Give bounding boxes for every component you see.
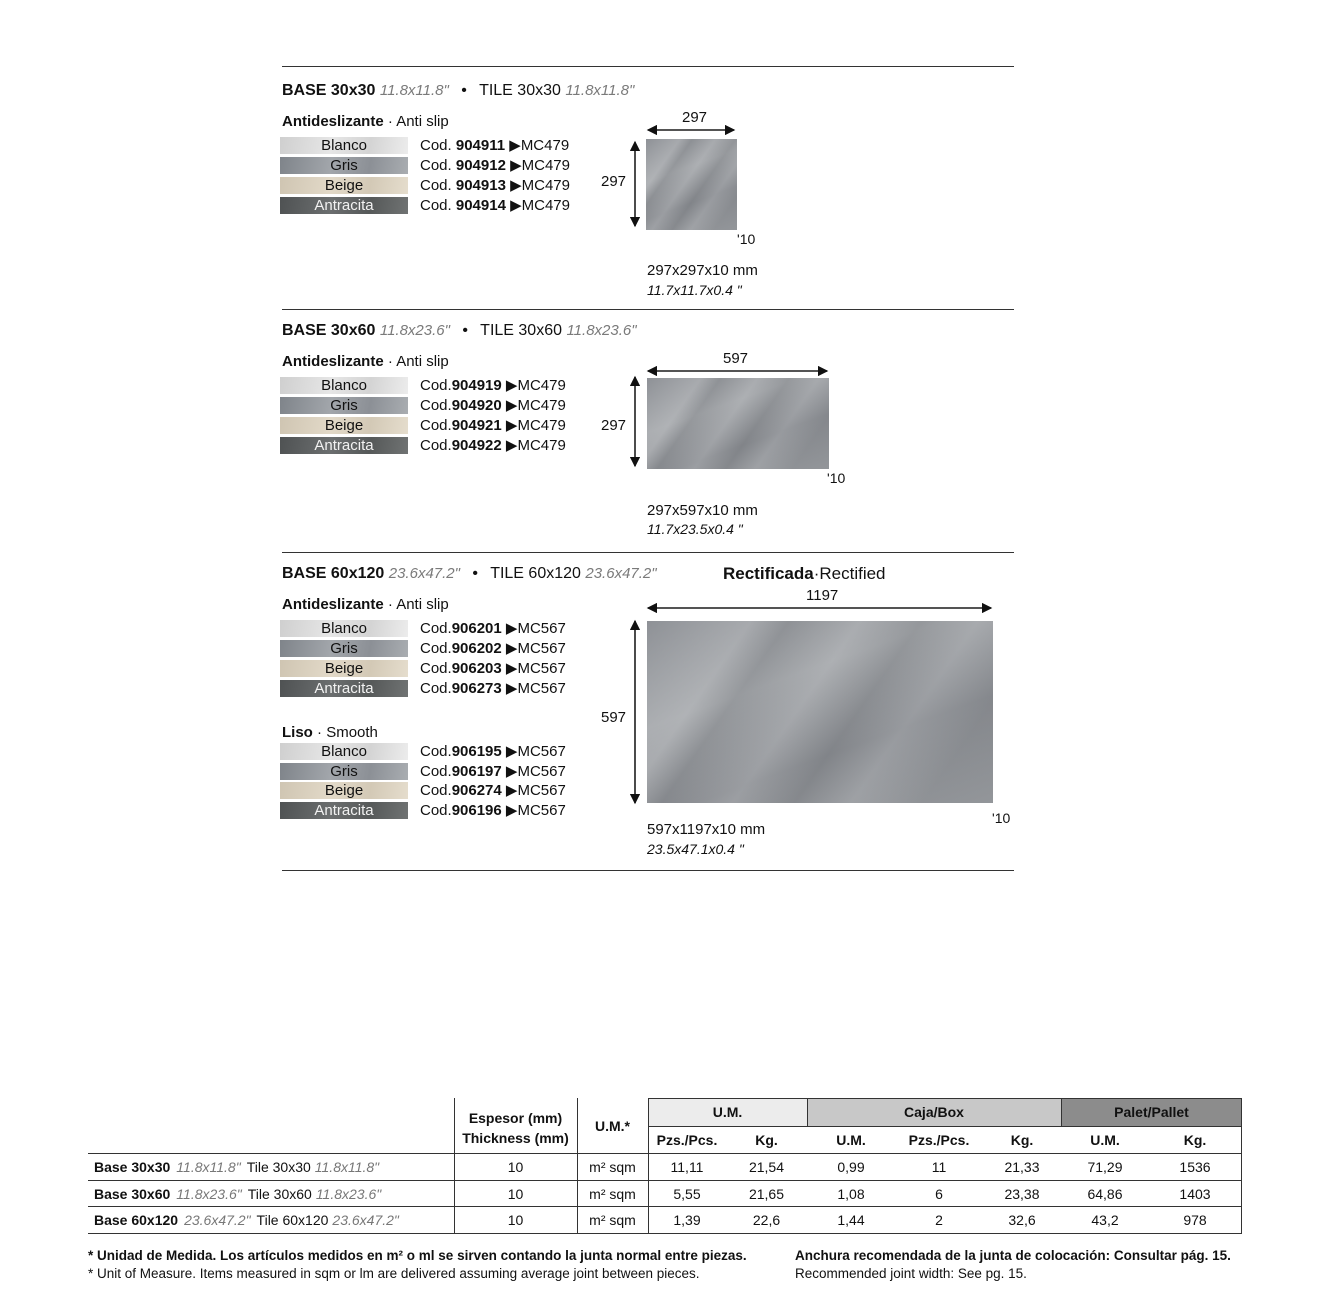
- dim-mm: 297x597x10 mm: [647, 502, 758, 519]
- base-inch: 23.6x47.2": [388, 565, 460, 582]
- cell-pzs: 1,39: [673, 1212, 701, 1228]
- cod-label: Cod.: [420, 437, 452, 454]
- table-row: [88, 1159, 1242, 1179]
- row-label: [94, 1186, 454, 1202]
- joint-note-es: [795, 1248, 1231, 1263]
- cod-label: Cod.: [420, 417, 452, 434]
- triangle-right-icon: ▶: [510, 157, 522, 174]
- footnote-en: * Unit of Measure. Items measured in sqm or lm are delivered assuming average joint between pieces.: [88, 1266, 700, 1281]
- triangle-right-icon: ▶: [505, 660, 518, 677]
- separator: ·: [387, 596, 393, 613]
- code-number: 904921: [451, 417, 502, 434]
- dim-inch: 11.7x23.5x0.4 ": [647, 521, 743, 537]
- mc-code: MC567: [517, 680, 566, 697]
- swatch-gris: Gris: [280, 640, 408, 657]
- mc-code: MC479: [521, 177, 570, 194]
- section-divider: [282, 552, 1014, 553]
- code-number: 904913: [455, 177, 506, 194]
- triangle-right-icon: ▶: [510, 177, 522, 194]
- cod-label: Cod.: [420, 763, 452, 780]
- espesor-header: [454, 1108, 577, 1148]
- caja-pzs-header: Pzs./Pcs.: [908, 1132, 970, 1148]
- mc-code: MC479: [521, 197, 570, 214]
- thickness-value: 10: [994, 810, 1011, 826]
- table-line: [88, 1180, 1242, 1181]
- code-number: 906273: [451, 680, 502, 697]
- cod-label: Cod.: [420, 397, 452, 414]
- caja-um-header: U.M.: [836, 1132, 866, 1148]
- separator: ·: [387, 113, 393, 130]
- dim-inch: 11.7x11.7x0.4 ": [647, 282, 742, 298]
- cell-kg: 22,6: [752, 1212, 781, 1228]
- separator-dot: •: [462, 322, 469, 339]
- table-line: [648, 1098, 1242, 1099]
- swatch-gris: Gris: [280, 157, 408, 174]
- base-inch: 11.8x23.6": [379, 322, 450, 339]
- row-base-inch: 11.8x11.8": [176, 1159, 241, 1175]
- mc-code: MC567: [517, 743, 566, 760]
- cell-palet-um: 43,2: [1091, 1212, 1119, 1228]
- mc-code: MC479: [517, 377, 566, 394]
- code-number: 904912: [455, 157, 506, 174]
- thickness-value: 10: [739, 231, 756, 247]
- dim-mm: 597x1197x10 mm: [647, 821, 766, 838]
- caja-header: Caja/Box: [904, 1104, 964, 1120]
- cell-caja-kg: 23,38: [1004, 1186, 1040, 1202]
- cod-label: Cod.: [420, 620, 452, 637]
- mc-code: MC567: [517, 660, 566, 677]
- cell-palet-um: 71,29: [1087, 1159, 1123, 1175]
- cod-label: Cod.: [420, 660, 452, 677]
- code-number: 906202: [451, 640, 502, 657]
- mc-code: MC567: [517, 620, 566, 637]
- separator-dot: •: [461, 82, 467, 99]
- section-divider: [282, 870, 1014, 871]
- separator-dot: •: [472, 565, 479, 582]
- code-number: 906274: [451, 782, 502, 799]
- triangle-right-icon: ▶: [505, 397, 518, 414]
- triangle-right-icon: ▶: [505, 640, 518, 657]
- table-line: [88, 1233, 1242, 1234]
- triangle-right-icon: ▶: [505, 782, 518, 799]
- triangle-right-icon: ▶: [505, 620, 518, 637]
- cell-caja-pzs: 11: [931, 1159, 947, 1175]
- cod-label: Cod.: [420, 157, 452, 174]
- triangle-right-icon: ▶: [505, 763, 518, 780]
- swatch-gris: Gris: [280, 763, 408, 780]
- pzs-header: Pzs./Pcs.: [656, 1132, 718, 1148]
- separator: ·: [317, 724, 323, 741]
- cod-label: Cod.: [420, 680, 452, 697]
- code-number: 906201: [451, 620, 502, 637]
- table-row: [88, 1186, 1242, 1206]
- spec-table: [88, 1098, 1242, 1234]
- table-line: [88, 1153, 1242, 1154]
- cod-label: Cod.: [420, 197, 452, 214]
- cell-esp: 10: [507, 1159, 524, 1175]
- tile-inch: 23.6x47.2": [585, 565, 657, 582]
- footnote-es-text: * Unidad de Medida. Los artículos medidos en m² o ml se sirven contando la junta normal entre piezas.: [88, 1248, 747, 1263]
- mc-code: MC479: [517, 397, 566, 414]
- palet-header: Palet/Pallet: [1114, 1104, 1189, 1120]
- cell-palet-kg: 978: [1183, 1212, 1207, 1228]
- base-size: BASE 60x120: [282, 565, 385, 582]
- cell-pzs: 5,55: [673, 1186, 701, 1202]
- row-base: Base 30x60: [94, 1186, 171, 1202]
- swatch-blanco: Blanco: [280, 743, 408, 760]
- dim-height: 297: [601, 417, 627, 434]
- cell-palet-kg: 1403: [1179, 1186, 1211, 1202]
- cod-label: Cod.: [420, 782, 452, 799]
- cell-palet-um: 64,86: [1087, 1186, 1123, 1202]
- swatch-beige: Beige: [280, 660, 408, 677]
- row-tile: Tile 30x30: [246, 1159, 311, 1175]
- row-tile-inch: 23.6x47.2": [332, 1212, 399, 1228]
- swatch-blanco: Blanco: [280, 137, 408, 154]
- row-tile-inch: 11.8x11.8": [314, 1159, 380, 1175]
- kg-header: Kg.: [755, 1132, 778, 1148]
- code-number: 906195: [451, 743, 502, 760]
- cell-um: m² sqm: [589, 1159, 636, 1175]
- swatch-antracita: Antracita: [280, 437, 408, 454]
- um-group-header: U.M.: [712, 1104, 743, 1120]
- swatch-blanco: Blanco: [280, 620, 408, 637]
- row-label: [94, 1159, 454, 1175]
- code-number: 904922: [451, 437, 502, 454]
- base-inch: 11.8x11.8": [379, 82, 449, 99]
- mc-code: MC479: [521, 157, 570, 174]
- separator: ·: [387, 353, 393, 370]
- mc-code: MC479: [517, 437, 566, 454]
- finish-es: Antideslizante: [282, 113, 384, 130]
- mc-code: MC479: [517, 417, 566, 434]
- swatch-blanco: Blanco: [280, 377, 408, 394]
- triangle-right-icon: ▶: [510, 197, 522, 214]
- triangle-right-icon: ▶: [505, 680, 518, 697]
- row-base: Base 30x30: [94, 1159, 171, 1175]
- dim-width: 1197: [806, 587, 839, 604]
- finish-en: Anti slip: [396, 596, 449, 613]
- finish-es: Liso: [282, 724, 313, 741]
- finish-en: Anti slip: [396, 353, 449, 370]
- thickness-label: Thickness (mm): [462, 1130, 569, 1146]
- joint-note-es-text: Anchura recomendada de la junta de colocación: Consultar pág. 15.: [795, 1248, 1231, 1263]
- triangle-right-icon: ▶: [505, 802, 518, 819]
- cell-um: m² sqm: [589, 1212, 636, 1228]
- tile-size: TILE 30x60: [480, 322, 562, 339]
- dim-height: 597: [601, 709, 627, 726]
- table-line: [88, 1206, 1242, 1207]
- row-tile-inch: 11.8x23.6": [315, 1186, 382, 1202]
- cod-label: Cod.: [420, 137, 452, 154]
- code-number: 904914: [455, 197, 506, 214]
- triangle-right-icon: ▶: [505, 377, 518, 394]
- footnote-es: [88, 1248, 747, 1263]
- code-number: 906196: [451, 802, 502, 819]
- dim-width: 597: [723, 350, 749, 367]
- cell-caja-pzs: 6: [935, 1186, 943, 1202]
- dim-mm: 297x297x10 mm: [647, 262, 758, 279]
- cod-label: Cod.: [420, 640, 452, 657]
- row-label: [94, 1212, 454, 1228]
- dimension-arrows: [282, 565, 1014, 865]
- mc-code: MC567: [517, 640, 566, 657]
- cell-caja-kg: 21,33: [1004, 1159, 1040, 1175]
- tile-inch: 11.8x23.6": [566, 322, 637, 339]
- code-number: 904911: [455, 137, 506, 154]
- swatch-beige: Beige: [280, 177, 408, 194]
- dim-width: 297: [682, 109, 708, 126]
- espesor-label: Espesor (mm): [468, 1110, 563, 1126]
- finish-en: Smooth: [326, 724, 378, 741]
- cell-caja-um: 1,08: [837, 1186, 865, 1202]
- mc-code: MC567: [517, 763, 566, 780]
- tile-inch: 11.8x11.8": [565, 82, 635, 99]
- cell-palet-kg: 1536: [1179, 1159, 1211, 1175]
- rectified-es: Rectificada: [723, 564, 814, 583]
- row-base-inch: 23.6x47.2": [184, 1212, 251, 1228]
- cell-esp: 10: [507, 1212, 524, 1228]
- cell-kg: 21,65: [748, 1186, 785, 1202]
- mc-code: MC567: [517, 802, 566, 819]
- table-line: [648, 1126, 1242, 1127]
- cell-esp: 10: [507, 1186, 524, 1202]
- cell-kg: 21,54: [748, 1159, 785, 1175]
- cell-pzs: 11,11: [670, 1159, 704, 1175]
- palet-um-header: U.M.: [1090, 1132, 1120, 1148]
- swatch-antracita: Antracita: [280, 802, 408, 819]
- rectified-en: Rectified: [819, 564, 886, 583]
- swatch-antracita: Antracita: [280, 680, 408, 697]
- section-divider: [282, 309, 1014, 310]
- section-divider: [282, 66, 1014, 67]
- cell-caja-kg: 32,6: [1008, 1212, 1036, 1228]
- code-number: 906203: [451, 660, 502, 677]
- code-number: 904919: [451, 377, 502, 394]
- cell-caja-um: 1,44: [837, 1212, 865, 1228]
- code-number: 904920: [451, 397, 502, 414]
- triangle-right-icon: ▶: [505, 437, 518, 454]
- thickness-value: 10: [829, 470, 846, 486]
- triangle-right-icon: ▶: [509, 137, 521, 154]
- mc-code: MC567: [517, 782, 566, 799]
- caja-kg-header: Kg.: [1010, 1132, 1034, 1148]
- joint-note-en: Recommended joint width: See pg. 15.: [795, 1266, 1027, 1281]
- swatch-beige: Beige: [280, 782, 408, 799]
- cod-label: Cod.: [420, 802, 452, 819]
- triangle-right-icon: ▶: [505, 417, 518, 434]
- tile-size: TILE 30x30: [479, 82, 561, 99]
- um-header: U.M.*: [595, 1118, 630, 1134]
- finish-es: Antideslizante: [282, 596, 384, 613]
- cell-um: m² sqm: [589, 1186, 636, 1202]
- finish-es: Antideslizante: [282, 353, 384, 370]
- table-row: [88, 1212, 1242, 1232]
- row-tile: Tile 30x60: [247, 1186, 312, 1202]
- row-base-inch: 11.8x23.6": [176, 1186, 242, 1202]
- cod-label: Cod.: [420, 743, 452, 760]
- swatch-beige: Beige: [280, 417, 408, 434]
- dim-height: 297: [601, 173, 627, 190]
- dim-inch: 23.5x47.1x0.4 ": [647, 841, 744, 857]
- base-size: BASE 30x30: [282, 82, 376, 99]
- palet-kg-header: Kg.: [1183, 1132, 1207, 1148]
- base-size: BASE 30x60: [282, 322, 376, 339]
- swatch-gris: Gris: [280, 397, 408, 414]
- tile-size: TILE 60x120: [490, 565, 581, 582]
- cod-label: Cod.: [420, 377, 452, 394]
- triangle-right-icon: ▶: [505, 743, 518, 760]
- separator: ·: [813, 564, 820, 583]
- dim-thickness: '10: [827, 470, 846, 486]
- cell-caja-pzs: 2: [935, 1212, 943, 1228]
- mc-code: MC479: [520, 137, 570, 154]
- row-base: Base 60x120: [94, 1212, 179, 1228]
- code-number: 906197: [451, 763, 502, 780]
- row-tile: Tile 60x120: [256, 1212, 329, 1228]
- dim-thickness: '10: [992, 810, 1011, 826]
- cod-label: Cod.: [420, 177, 452, 194]
- swatch-antracita: Antracita: [280, 197, 408, 214]
- finish-en: Anti slip: [396, 113, 449, 130]
- dim-thickness: '10: [737, 231, 756, 247]
- cell-caja-um: 0,99: [837, 1159, 865, 1175]
